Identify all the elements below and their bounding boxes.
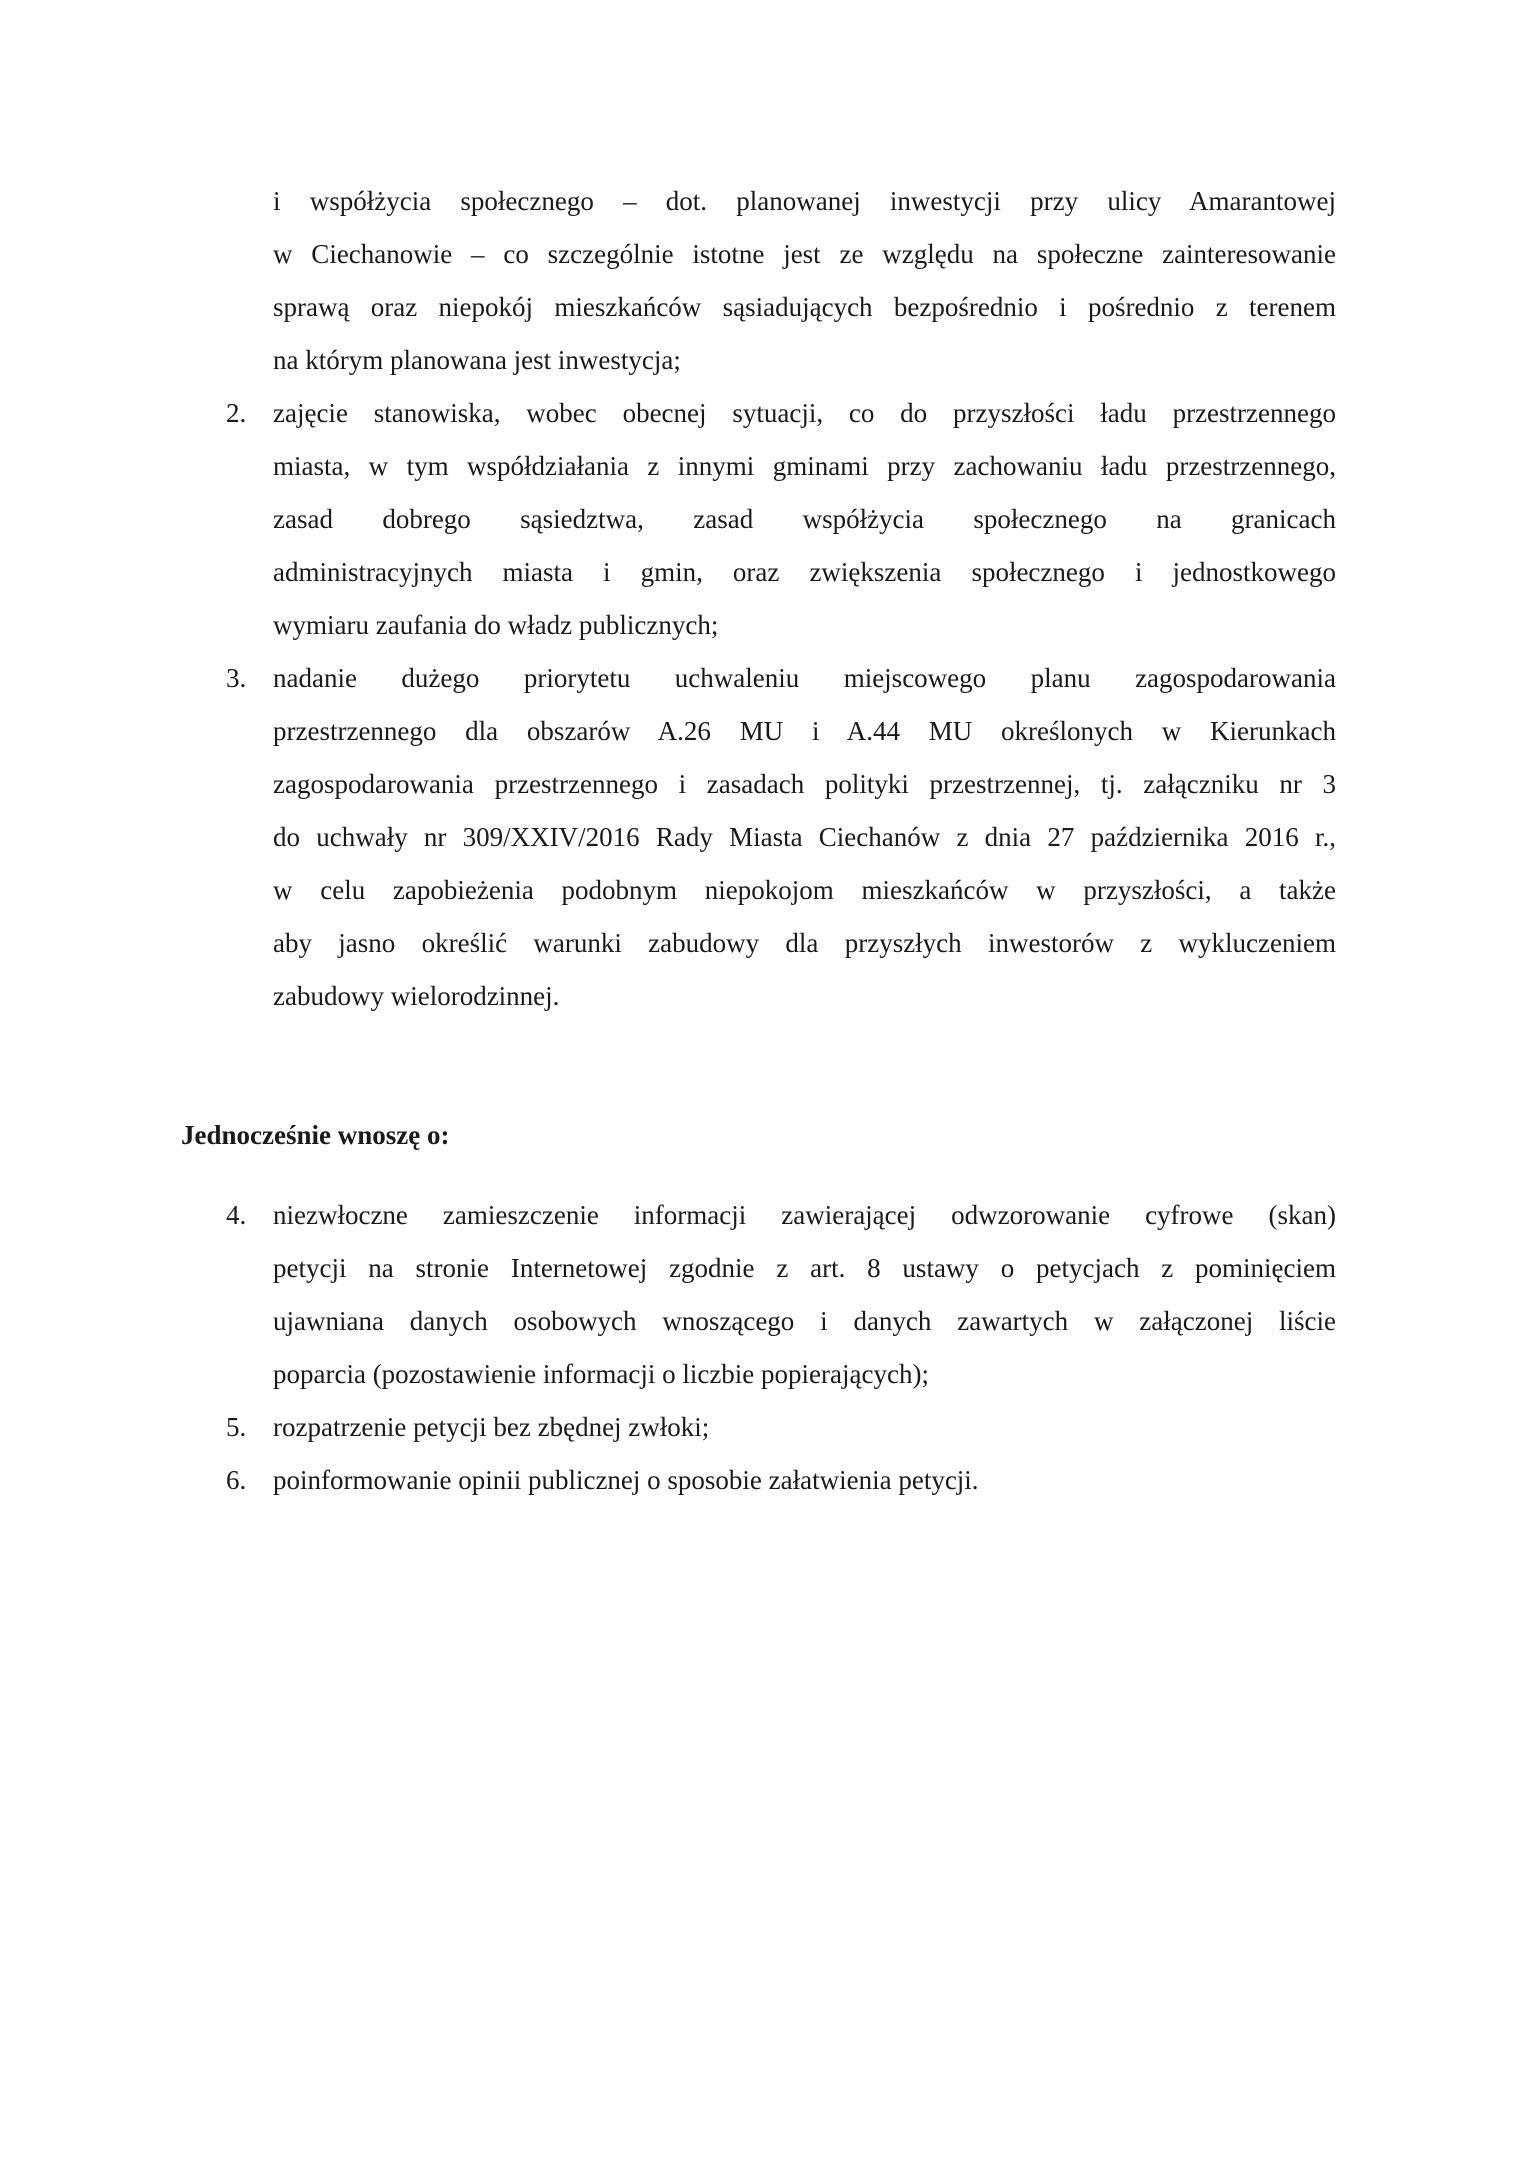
paragraph-line: ujawniana danych osobowych wnoszącego i danych zawartych w załączonej liście [273,1306,1336,1336]
list-item-text [273,387,1336,652]
paragraph-line: i współżycia społecznego – dot. planowanej inwestycji przy ulicy Amarantowej [273,186,1336,216]
paragraph-line: w Ciechanowie – co szczególnie istotne jest ze względu na społeczne zainteresowanie [273,239,1336,269]
list-item-number: 4. [226,1200,247,1230]
paragraph-line: zajęcie stanowiska, wobec obecnej sytuacji, co do przyszłości ładu przestrzennego [273,398,1336,428]
list-item [0,1454,1530,1507]
paragraph-line: zabudowy wielorodzinnej. [273,981,560,1011]
list-item-text [273,652,1336,1023]
list-item-number: 3. [226,663,247,693]
paragraph-line: miasta, w tym współdziałania z innymi gminami przy zachowaniu ładu przestrzennego, [273,451,1336,481]
list-item [0,1189,1530,1401]
list-item [0,387,1530,652]
list-item-text [273,1189,1336,1401]
list-item [0,1401,1530,1454]
paragraph-line: do uchwały nr 309/XXIV/2016 Rady Miasta Ciechanów z dnia 27 października 2016 r., [273,822,1336,852]
paragraph-line: przestrzennego dla obszarów A.26 MU i A.44 MU określonych w Kierunkach [273,716,1336,746]
request-list [0,387,1530,1023]
paragraph-line: w celu zapobieżenia podobnym niepokojom mieszkańców w przyszłości, a także [273,875,1336,905]
section-heading: Jednocześnie wnoszę o: [181,1120,450,1150]
list-item-number: 6. [226,1465,247,1495]
paragraph-line: zasad dobrego sąsiedztwa, zasad współżycia społecznego na granicach [273,504,1336,534]
paragraph-line: administracyjnych miasta i gmin, oraz zwiększenia społecznego i jednostkowego [273,557,1336,587]
paragraph-line: poparcia (pozostawienie informacji o liczbie popierających); [273,1359,929,1389]
paragraph-line: zagospodarowania przestrzennego i zasadach polityki przestrzennej, tj. załączniku nr 3 [273,769,1336,799]
paragraph-line: rozpatrzenie petycji bez zbędnej zwłoki; [273,1412,710,1442]
request-list [0,1189,1530,1507]
list-item-number: 5. [226,1412,247,1442]
paragraph-line: niezwłoczne zamieszczenie informacji zawierającej odwzorowanie cyfrowe (skan) [273,1200,1336,1230]
paragraph-line: na którym planowana jest inwestycja; [273,345,681,375]
paragraph-line: nadanie dużego priorytetu uchwaleniu miejscowego planu zagospodarowania [273,663,1336,693]
paragraph-line: petycji na stronie Internetowej zgodnie z art. 8 ustawy o petycjach z pominięciem [273,1253,1336,1283]
paragraph-line: wymiaru zaufania do władz publicznych; [273,610,719,640]
list-item-text [273,1454,1336,1507]
paragraph-line: sprawą oraz niepokój mieszkańców sąsiadujących bezpośrednio i pośrednio z terenem [273,292,1336,322]
list-item-number: 2. [226,398,247,428]
list-item [0,652,1530,1023]
continuation-paragraph [273,175,1336,387]
list-item-text [273,1401,1336,1454]
paragraph-line: aby jasno określić warunki zabudowy dla przyszłych inwestorów z wykluczeniem [273,928,1336,958]
paragraph-line: poinformowanie opinii publicznej o sposobie załatwienia petycji. [273,1465,979,1495]
